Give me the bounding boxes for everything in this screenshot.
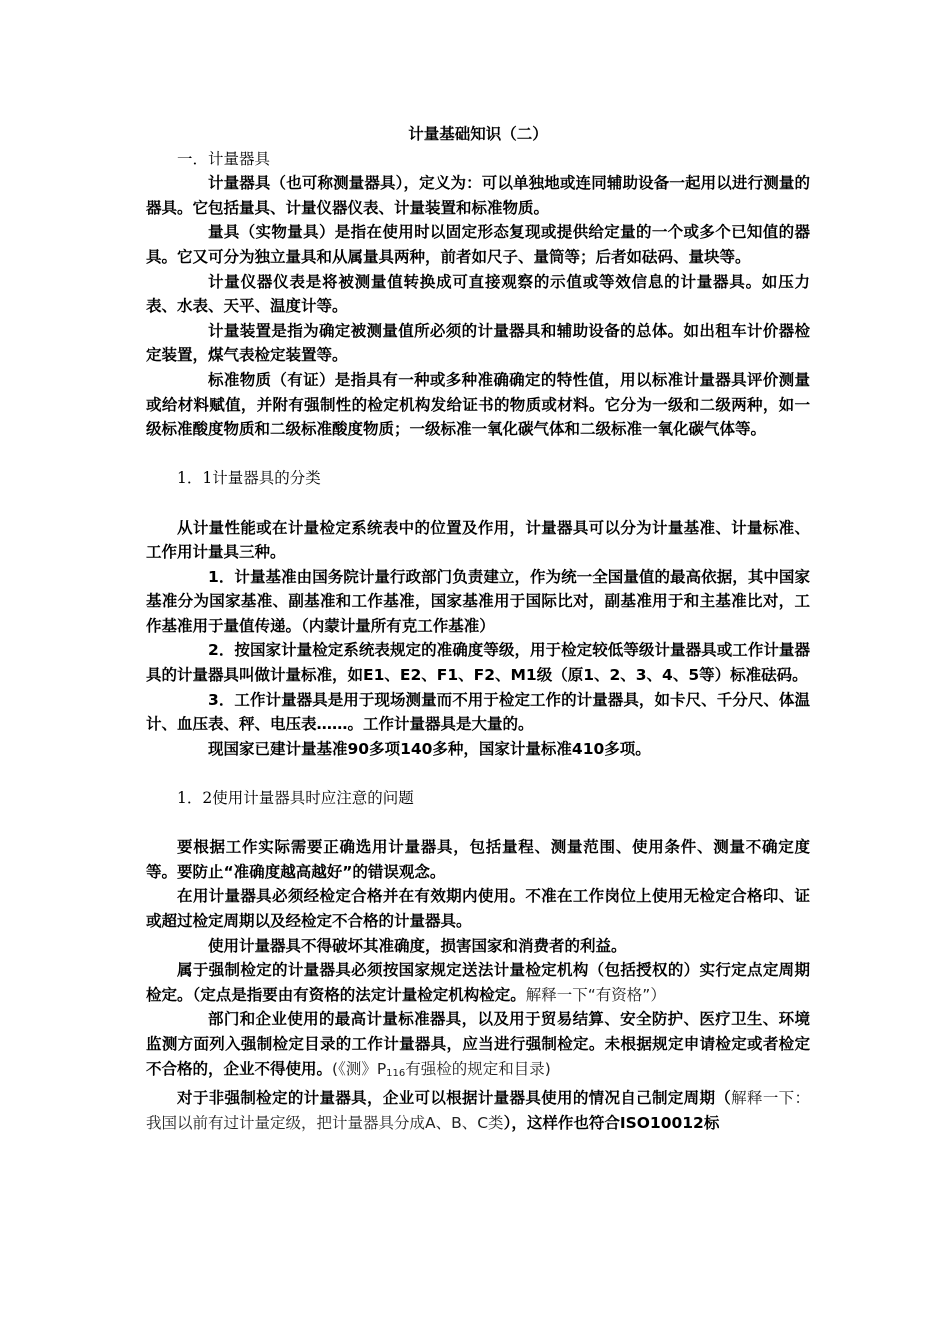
paragraph [146, 1007, 810, 1086]
paragraph: 计量装置是指为确定被测量值所必须的计量器具和辅助设备的总体。如出租车计价器检定装置，煤气表检定装置等。 [146, 321, 810, 365]
paragraph-text: 部门和企业使用的最高计量标准器具，以及用于贸易结算、安全防护、医疗卫生、环境监测方面列入强制检定目录的工作计量器具，应当进行强制检定。未根据规定申请检定或者检定不合格的，企业不得使用。 [146, 1010, 810, 1078]
paragraph: 标准物质（有证）是指具有一种或多种准确确定的特性值，用以标准计量器具评价测量或给材料赋值，并附有强制性的检定机构发给证书的物质或材料。它分为一级和二级两种，如一级标准酸度物质和二级标准酸度物质；一级标准一氧化碳气体和二级标准一氧化碳气体等。 [146, 370, 810, 439]
paragraph: 量具（实物量具）是指在使用时以固定形态复现或提供给定量的一个或多个已知值的器具。它又可分为独立量具和从属量具两种，前者如尺子、量筒等；后者如砝码、量块等。 [146, 223, 810, 266]
paragraph-text: 属于强制检定的计量器具必须按国家规定送法计量检定机构（包括授权的）实行定点定周期检定。（定点是指要由有资格的法定计量检定机构检定。 [146, 961, 810, 1004]
paragraph: 1．计量基准由国务院计量行政部门负责建立，作为统一全国量值的最高依据，其中国家基准分为国家基准、副基准和工作基准，国家基准用于国际比对，副基准用于和主基准比对，工作基准用于量值传递。（内蒙计量所有克工作基准） [146, 567, 810, 635]
paragraph: 计量仪器仪表是将被测量值转换成可直接观察的示值或等效信息的计量器具。如压力表、水表、天平、温度计等。 [146, 272, 810, 316]
annotation-text: 解释一下：我国以前有过计量定级，把计量器具分成A、B、C类 [146, 1089, 810, 1132]
paragraph: 从计量性能或在计量检定系统表中的位置及作用，计量器具可以分为计量基准、计量标准、工作用计量具三种。 [146, 518, 810, 562]
paragraph: 2．按国家计量检定系统表规定的准确度等级，用于检定较低等级计量器具或工作计量器具的计量器具叫做计量标准，如E1、E2、F1、F2、M1级（原1、2、3、4、5等）标准砝码。 [146, 641, 810, 685]
document-body [146, 122, 810, 1135]
spacer [146, 491, 810, 516]
annotation-text: 有强检的规定和目录) [405, 1059, 551, 1078]
section-heading-1-1: 1．1计量器具的分类 [177, 469, 321, 488]
annotation-text: (《测》P [332, 1059, 387, 1078]
section-heading-1: 一．计量器具 [177, 149, 271, 168]
paragraph [146, 958, 810, 1007]
subscript-text: 116 [386, 1067, 406, 1079]
paragraph: 计量器具（也可称测量器具），定义为：可以单独地或连同辅助设备一起用以进行测量的器具。它包括量具、计量仪器仪表、计量装置和标准物质。 [146, 174, 810, 217]
paragraph: 现国家已建计量基准90多项140多种，国家计量标准410多项。 [208, 739, 651, 758]
annotation-text: 解释一下“有资格”） [525, 985, 666, 1004]
spacer [146, 761, 810, 786]
paragraph-text: 对于非强制检定的计量器具，企业可以根据计量器具使用的情况自己制定周期（ [177, 1089, 732, 1108]
spacer [146, 442, 810, 467]
spacer [146, 811, 810, 836]
paragraph-text: ），这样作也符合ISO10012标 [503, 1113, 720, 1132]
section-heading-1-2: 1．2使用计量器具时应注意的问题 [177, 789, 414, 808]
page-title: 计量基础知识（二） [408, 125, 548, 143]
paragraph: 使用计量器具不得破坏其准确度，损害国家和消费者的利益。 [208, 936, 627, 955]
paragraph: 3．工作计量器具是用于现场测量而不用于检定工作的计量器具，如卡尺、千分尺、体温计、血压表、秤、电压表……。工作计量器具是大量的。 [146, 690, 810, 734]
paragraph: 在用计量器具必须经检定合格并在有效期内使用。不准在工作岗位上使用无检定合格印、证或超过检定周期以及经检定不合格的计量器具。 [146, 887, 810, 930]
paragraph: 要根据工作实际需要正确选用计量器具，包括量程、测量范围、使用条件、测量不确定度等。要防止“准确度越高越好”的错误观念。 [146, 838, 810, 881]
paragraph [146, 1086, 810, 1135]
